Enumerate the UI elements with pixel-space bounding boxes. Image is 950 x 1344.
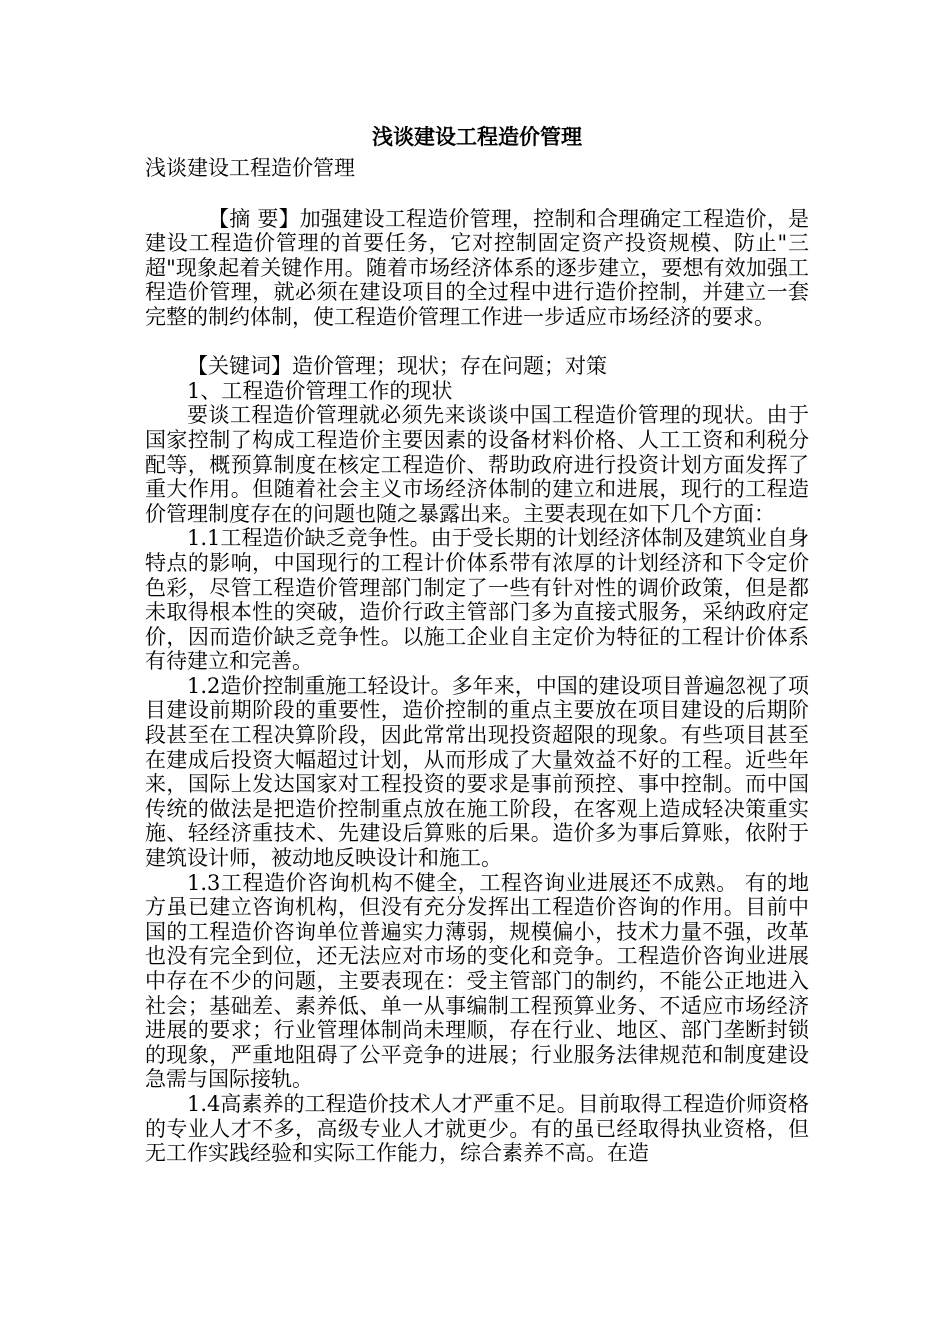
paragraph-1-2: 1.2造价控制重施工轻设计。多年来，中国的建设项目普遍忽视了项目建设前期阶段的重要性，造价控制的重点主要放在项目建设的后期阶段甚至在工程决算阶段，因此常常出现投资超限的现象。有些项目甚至在建成后投资大幅超过计划，从而形成了大量效益不好的工程。近些年来，国际上发达国家对工程投资的要求是事前预控、事中控制。而中国传统的做法是把造价控制重点放在施工阶段，在客观上造成轻决策重实施、轻经济重技术、先建设后算账的后果。造价多为事后算账，依附于建筑设计师，被动地反映设计和施工。 xyxy=(145,673,809,871)
blank-line xyxy=(145,182,809,207)
paragraph-1-3: 1.3工程造价咨询机构不健全，工程咨询业进展还不成熟。 有的地方虽已建立咨询机构，但没有充分发挥出工程造价咨询的作用。目前中国的工程造价咨询单位普遍实力薄弱，规模偏小，技术力量不强，改革也没有完全到位，还无法应对市场的变化和竞争。工程造价咨询业进展中存在不少的问题，主要表现在：受主管部门的制约，不能公正地进入社会；基础差、素养低、单一从事编制工程预算业务、不适应市场经济进展的要求；行业管理体制尚未理顺，存在行业、地区、部门垄断封锁的现象，严重地阻碍了公平竞争的进展；行业服务法律规范和制度建设急需与国际接轨。 xyxy=(145,870,809,1092)
section-intro-paragraph: 要谈工程造价管理就必须先来谈谈中国工程造价管理的现状。由于国家控制了构成工程造价主要因素的设备材料价格、人工工资和利税分配等，概预算制度在核定工程造价、帮助政府进行投资计划方面发挥了重大作用。但随着社会主义市场经济体制的建立和进展，现行的工程造价管理制度存在的问题也随之暴露出来。主要表现在如下几个方面： xyxy=(145,403,809,526)
document-title: 浅谈建设工程造价管理 xyxy=(372,124,582,149)
section-heading: 1、工程造价管理工作的现状 xyxy=(187,378,453,403)
abstract-paragraph: 【摘 要】加强建设工程造价管理，控制和合理确定工程造价，是建设工程造价管理的首要任务，它对控制固定资产投资规模、防止"三超"现象起着关键作用。随着市场经济体系的逐步建立，要想有效加强工程造价管理，就必须在建设项目的全过程中进行造价控制，并建立一套完整的制约体制，使工程造价管理工作进一步适应市场经济的要求。 xyxy=(145,206,809,329)
keywords-line: 【关键词】造价管理；现状；存在问题；对策 xyxy=(187,354,607,379)
paragraph-1-1: 1.1工程造价缺乏竞争性。由于受长期的计划经济体制及建筑业自身特点的影响，中国现行的工程计价体系带有浓厚的计划经济和下令定价色彩，尽管工程造价管理部门制定了一些有针对性的调价政策，但是都未取得根本性的突破，造价行政主管部门多为直接式服务，采纳政府定价，因而造价缺乏竞争性。以施工企业自主定价为特征的工程计价体系有待建立和完善。 xyxy=(145,526,809,674)
blank-line xyxy=(145,330,809,355)
paragraph-1-4: 1.4高素养的工程造价技术人才严重不足。目前取得工程造价师资格的专业人才不多，高级专业人才就更少。有的虽已经取得执业资格，但无工作实践经验和实际工作能力，综合素养不高。在造 xyxy=(145,1091,809,1166)
document-subtitle: 浅谈建设工程造价管理 xyxy=(145,156,355,180)
document-page xyxy=(145,118,809,1166)
